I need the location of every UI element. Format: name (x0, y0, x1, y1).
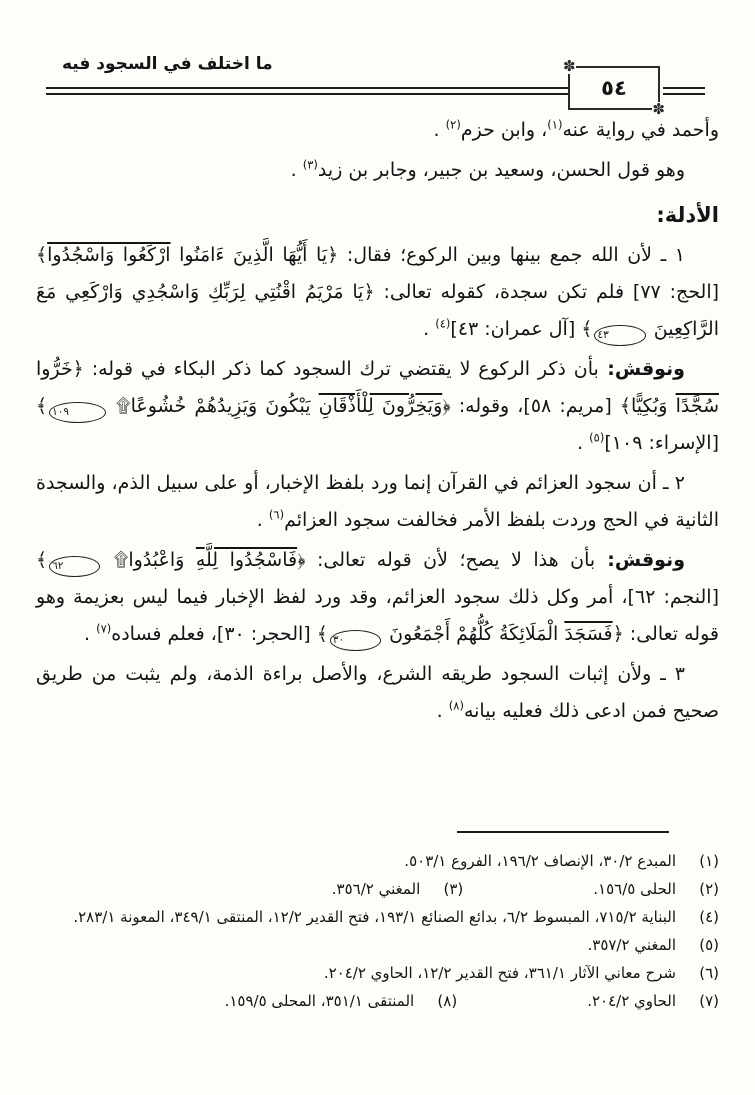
text-run: . (577, 432, 590, 454)
quran-verse: وَاعْبُدُوا۩ (102, 549, 196, 571)
quran-verse: ﴾ (36, 244, 48, 266)
text-run: [مريم: ٥٨]، وقوله: (450, 395, 612, 417)
text-run: ١ ـ لأن الله جمع بينها وبين الركوع؛ فقال: (338, 244, 685, 266)
text-run: [الإسراء: ١٠٩] (604, 432, 719, 454)
footnote (404, 847, 719, 875)
paragraph (36, 351, 719, 462)
text-run: ، وابن حزم (460, 119, 548, 141)
quran-sajdah-word: وَيَخِرُّونَ لِلْأَذْقَانِ (318, 395, 443, 417)
quran-verse: ﴿خَرُّوا (36, 358, 84, 380)
footnote-number: (٥) (699, 936, 719, 954)
footnote-text: المبدع ٣٠/٢، الإنصاف ١٩٦/٢، الفروع ٥٠٣/١. (404, 852, 676, 870)
footnote-row (36, 959, 719, 987)
quran-verse: ﴾ (575, 318, 593, 340)
paragraph (36, 465, 719, 539)
quran-sajdah-word: ارْكَعُوا وَاسْجُدُوا (47, 244, 171, 266)
footnote-number: (٤) (699, 908, 719, 926)
bold-lead: ونوقش: (598, 358, 685, 380)
footnote-number: (٢) (699, 880, 719, 898)
text-run: . (436, 700, 449, 722)
text-run: . (433, 119, 446, 141)
footnote-ref: (٤) (435, 316, 451, 331)
paragraph (36, 542, 719, 653)
text-run: ٣ ـ ولأن إثبات السجود طريقه الشرع، والأصل براءة الذمة، ولم يثبت من طريق صحيح فمن ادعى ذلك فعليه بيانه (36, 663, 719, 722)
footnote-ref: (٣) (302, 157, 318, 172)
ayah-number: ٤٣ (594, 325, 645, 346)
quran-verse: ﴾ (36, 395, 48, 417)
footnote-ref: (٨) (448, 698, 464, 713)
footnote-text: الحاوي ٢٠٤/٢. (587, 992, 676, 1010)
footnote (332, 875, 464, 903)
footnote-ref: (١) (547, 117, 563, 132)
footnote-ref: (٢) (445, 117, 461, 132)
page-number: ٥٤ (601, 76, 627, 100)
paragraph (36, 237, 719, 348)
footnote-ref: (٥) (589, 430, 605, 445)
text-run: . (256, 509, 269, 531)
ayah-number: ٣٠ (330, 630, 381, 651)
footnote-text: المغني ٣٥٧/٢. (587, 936, 676, 954)
ornament-flower-icon: ✽ (652, 100, 665, 118)
page-footer (36, 831, 719, 1015)
footnote (593, 875, 719, 903)
paragraph (36, 112, 719, 149)
page-number-box (563, 57, 665, 118)
quran-verse: ﴾ (310, 623, 328, 645)
text-run: [الحج: ٧٧] فلم تكن سجدة، كقوله تعالى: (374, 281, 720, 303)
footnote-text: البناية ٧١٥/٢، المبسوط ٦/٢، بدائع الصنائع ١٩٣/١، فتح القدير ١٢/٢، المنتقى ٣٤٩/١، المعونة ٢٨٣/١. (73, 908, 676, 926)
text-run: [النجم: ٦٢]، أمر وكل ذلك سجود العزائم، وقد ورد لفظ الإخبار فيما ليس بعزيمة وهو قوله تعالى: (36, 586, 719, 645)
footnote (587, 987, 719, 1015)
body-text (36, 112, 719, 733)
text-run: وهو قول الحسن، وسعيد بن جبير، وجابر بن زيد (317, 159, 685, 181)
paragraph (36, 656, 719, 730)
footnote (225, 987, 458, 1015)
running-title: ما اختلف في السجود فيه (62, 54, 273, 74)
footnote-row (36, 847, 719, 875)
text-run: ٢ ـ أن سجود العزائم في القرآن إنما ورد بلفظ الإخبار، أو على سبيل الذم، والسجدة الثانية في الحج وردت بلفظ الأمر فخالفت سجود العزائم (36, 472, 719, 531)
ayah-number: ١٠٩ (49, 402, 106, 423)
text-run: [آل عمران: ٤٣] (450, 318, 576, 340)
footnote-number: (٦) (699, 964, 719, 982)
footnote (587, 931, 719, 959)
quran-sajdah-word: فَسَجَدَ (564, 623, 613, 645)
quran-verse: ﴾ (36, 549, 48, 571)
footnote-row (36, 931, 719, 959)
text-run: . (83, 623, 97, 645)
footnote-text: المغني ٣٥٦/٢. (331, 880, 421, 898)
quran-verse: ﴿ (442, 395, 451, 417)
quran-verse: الْمَلَائِكَةُ كُلُّهُمْ أَجْمَعُونَ (383, 623, 565, 645)
footnote-text: شرح معاني الآثار ٣٦١/١، فتح القدير ١٢/٢، الحاوي ٢٠٤/٢. (323, 964, 676, 982)
quran-verse: وَبُكِيًّا﴾ (611, 395, 676, 417)
footnote-number: (٣) (443, 880, 464, 898)
footnote-number: (١) (699, 852, 719, 870)
text-run: . (423, 318, 436, 340)
bold-lead: ونوقش: (595, 549, 686, 571)
paragraph (36, 152, 719, 189)
text-run: بأن هذا لا يصح؛ لأن قوله تعالى: (305, 549, 596, 571)
footnote-row (36, 875, 719, 903)
footnote-row (36, 987, 719, 1015)
section-heading: الأدلة: (656, 203, 719, 227)
header-rule-left (46, 87, 573, 95)
text-run: [الحجر: ٣٠]، فعلم فساده (111, 623, 311, 645)
footnote-ref: (٦) (268, 507, 285, 522)
footnote (324, 959, 719, 987)
text-run: بأن ذكر الركوع لا يقتضي ترك السجود كما ذكر البكاء في قوله: (83, 358, 599, 380)
quran-sajdah-word: فَاسْجُدُوا لِلَّهِ (195, 549, 298, 571)
header-rule-right (663, 87, 705, 95)
quran-verse: ﴿ (297, 549, 306, 571)
footnote-text: المنتقى ٣٥١/١، المحلى ١٥٩/٥. (224, 992, 415, 1010)
quran-verse: ﴿ (612, 623, 624, 645)
quran-sajdah-word: سُجَّدًا (675, 395, 719, 417)
footnote-row (36, 903, 719, 931)
quran-verse: ﴿يَا أَيُّهَا الَّذِينَ ءَامَنُوا (170, 244, 339, 266)
footnote-separator (457, 831, 669, 833)
footnote-ref: (٧) (96, 621, 112, 636)
quran-verse: يَبْكُونَ وَيَزِيدُهُمْ خُشُوعًا۩ (108, 395, 319, 417)
text-run: . (290, 159, 303, 181)
ayah-number: ٦٢ (49, 556, 100, 577)
footnote-number: (٨) (437, 992, 458, 1010)
quran-verse: ﴿يَا مَرْيَمُ اقْنُتِي لِرَبِّكِ وَاسْجُدِي وَارْكَعِي مَعَ الرَّاكِعِينَ (36, 281, 719, 340)
text-run: وأحمد في رواية عنه (562, 119, 719, 141)
footnote (73, 903, 719, 931)
ornament-flower-icon: ✽ (563, 57, 576, 75)
footnotes (36, 847, 719, 1015)
footnote-number: (٧) (699, 992, 719, 1010)
footnote-text: الحلى ١٥٦/٥. (593, 880, 676, 898)
